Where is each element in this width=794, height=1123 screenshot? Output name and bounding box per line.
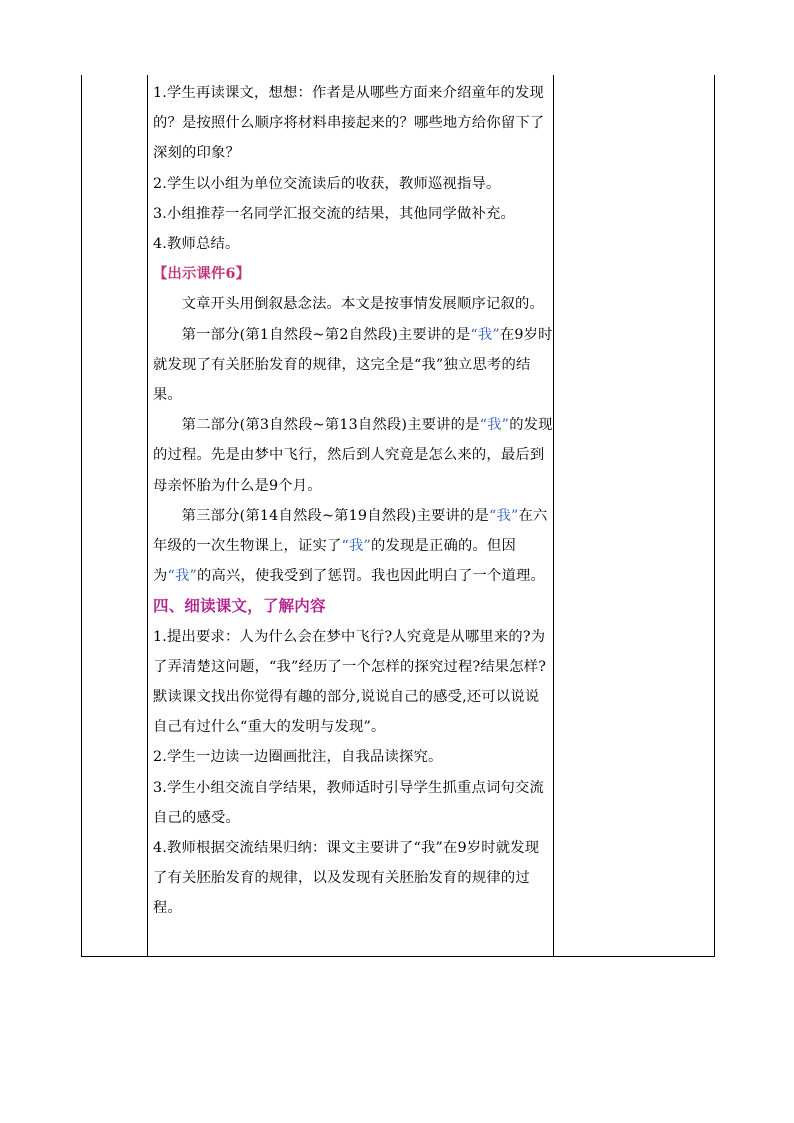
- part2-text-b: 的发现的过程。先是由梦中飞行，然后到人究竟是怎么来的，最后到母亲怀胎为什么是9个月。: [153, 417, 553, 494]
- table-divider-1: [147, 75, 148, 957]
- part3-text-d: 的高兴，使我受到了惩罚。我也因此明白了一个道理。: [197, 568, 545, 585]
- part2-text-a: 第二部分(第3自然段~第13自然段)主要讲的是: [181, 417, 480, 434]
- table-border-bottom: [81, 956, 715, 957]
- step-2: 2.学生以小组为单位交流读后的收获，教师巡视指导。: [153, 175, 501, 192]
- part3-paragraph: [153, 501, 553, 592]
- part3-quote-3: “我”: [167, 568, 198, 585]
- table-border-right: [714, 75, 715, 957]
- lesson-content: [153, 78, 553, 924]
- part2-paragraph: [153, 410, 553, 501]
- step-3: 3.小组推荐一名同学汇报交流的结果，其他同学做补充。: [153, 205, 515, 222]
- s4-step-3: 3.学生小组交流自学结果，教师适时引导学生抓重点词句交流自己的感受。: [153, 779, 544, 826]
- part1-text-a: 第一部分(第1自然段~第2自然段)主要讲的是: [181, 326, 471, 343]
- part1-text-b: 在9岁时就发现了有关胚胎发育的规律，这完全是“我”独立思考的结果。: [153, 326, 553, 404]
- part3-quote-2: “我”: [341, 538, 371, 555]
- courseware-tag: 【出示课件6】: [153, 266, 251, 283]
- table-divider-2: [553, 75, 554, 957]
- part3-quote-1: “我”: [488, 507, 519, 524]
- table-border-left: [81, 75, 82, 957]
- part1-quote: “我”: [470, 326, 500, 343]
- step-4: 4.教师总结。: [153, 236, 240, 253]
- step-1: 1.学生再读课文，想想：作者是从哪些方面来介绍童年的发现的？是按照什么顺序将材料串接起来的？哪些地方给你留下了深刻的印象？: [153, 85, 545, 162]
- summary-paragraph: 文章开头用倒叙悬念法。本文是按事情发展顺序记叙的。: [181, 296, 545, 313]
- part3-text-c: 的发现是正确的。但因为: [153, 538, 516, 585]
- section4-heading: 四、细读课文，了解内容: [153, 596, 326, 616]
- s4-step-2: 2.学生一边读一边圈画批注，自我品读探究。: [153, 749, 443, 766]
- s4-step-1: 1.提出要求：人为什么会在梦中飞行?人究竟是从哪里来的?为了弄清楚这问题，“我”经历了一个怎样的探究过程?结果怎样?默读课文找出你觉得有趣的部分,说说自己的感受,还可以说说自己有过什么“重大的发明与发现”。: [153, 628, 547, 736]
- part3-text-a: 第三部分(第14自然段~第19自然段)主要讲的是: [181, 507, 489, 524]
- s4-step-4: 4.教师根据交流结果归纳：课文主要讲了“我”在9岁时就发现了有关胚胎发育的规律，以及发现有关胚胎发育的规律的过程。: [153, 840, 540, 917]
- part3-text-b: 在六年级的一次生物课上，证实了: [153, 507, 548, 555]
- part1-paragraph: [153, 320, 553, 411]
- part2-quote: “我”: [479, 417, 510, 434]
